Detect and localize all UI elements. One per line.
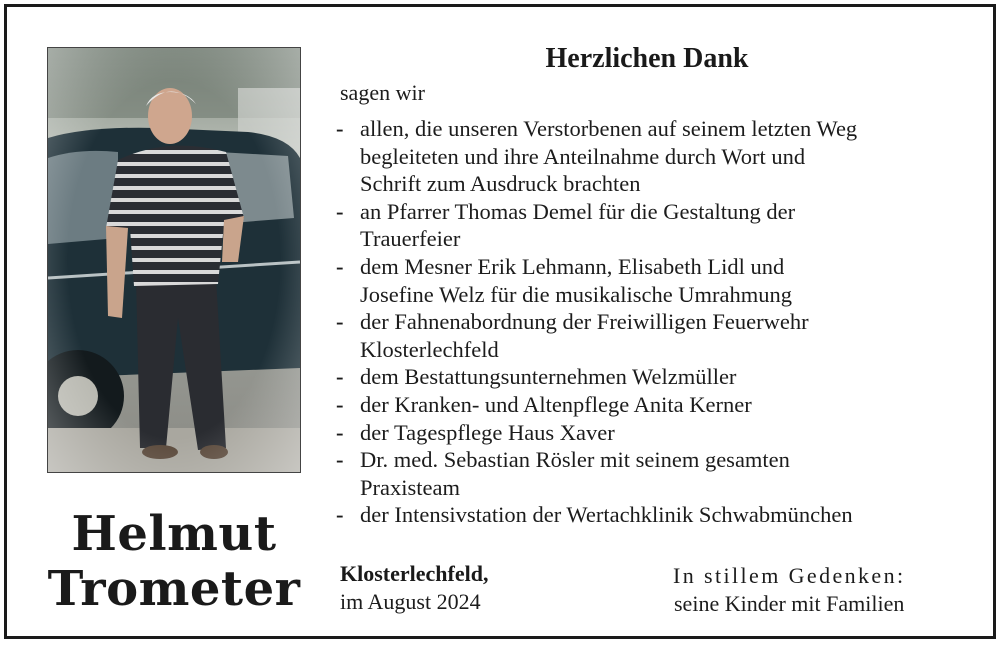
portrait-photo — [47, 47, 301, 473]
list-item — [332, 446, 972, 501]
list-item-text: der Fahnenabordnung der Freiwilligen Feuerwehr Klosterlechfeld — [360, 309, 809, 362]
list-item-text: dem Mesner Erik Lehmann, Elisabeth Lidl und Josefine Welz für die musikalische Umrahmung — [360, 253, 793, 307]
list-item — [332, 308, 972, 363]
list-item-text: dem Bestattungsunternehmen Welzmüller — [360, 364, 737, 390]
list-item-text: an Pfarrer Thomas Demel für die Gestaltung der Trauerfeier — [360, 198, 796, 252]
footer-memory: In stillem Gedenken: — [673, 563, 906, 588]
thanks-heading: Herzlichen Dank — [545, 43, 749, 74]
list-item-text: der Kranken- und Altenpflege Anita Kerner — [360, 391, 752, 417]
list-item — [332, 198, 972, 253]
portrait-photo-image — [48, 48, 300, 472]
list-item-text: der Tagespflege Haus Xaver — [360, 419, 615, 445]
bullet-dash: - — [336, 116, 344, 141]
bullet-dash: - — [336, 447, 344, 473]
list-item-text: allen, die unseren Verstorbenen auf seinem letzten Weg begleiteten und ihre Anteilnahme durch Wort und Schrift zum Ausdruck brachten — [360, 116, 858, 197]
bullet-dash: - — [336, 419, 344, 445]
list-item-text: der Intensivstation der Wertachklinik Schwabmünchen — [360, 502, 853, 528]
bullet-dash: - — [336, 198, 344, 224]
list-item — [332, 391, 972, 419]
list-item — [332, 363, 972, 391]
footer-family: seine Kinder mit Familien — [674, 591, 905, 616]
bullet-dash: - — [336, 391, 344, 417]
thanks-list — [332, 115, 972, 529]
list-item — [332, 419, 972, 447]
list-item — [332, 501, 972, 529]
bullet-dash: - — [336, 309, 344, 335]
list-item-text: Dr. med. Sebastian Rösler mit seinem gesamten Praxisteam — [360, 447, 790, 500]
bullet-dash: - — [336, 364, 344, 390]
deceased-first-name: Helmut — [71, 506, 277, 562]
bullet-dash: - — [336, 253, 344, 279]
obituary-card — [4, 4, 996, 639]
thanks-intro: sagen wir — [340, 80, 425, 105]
bullet-dash: - — [336, 502, 344, 528]
list-item — [332, 253, 972, 308]
deceased-last-name: Trometer — [47, 561, 301, 617]
footer-place: Klosterlechfeld, — [340, 561, 489, 586]
footer-date: im August 2024 — [340, 589, 481, 614]
list-item — [332, 115, 972, 198]
